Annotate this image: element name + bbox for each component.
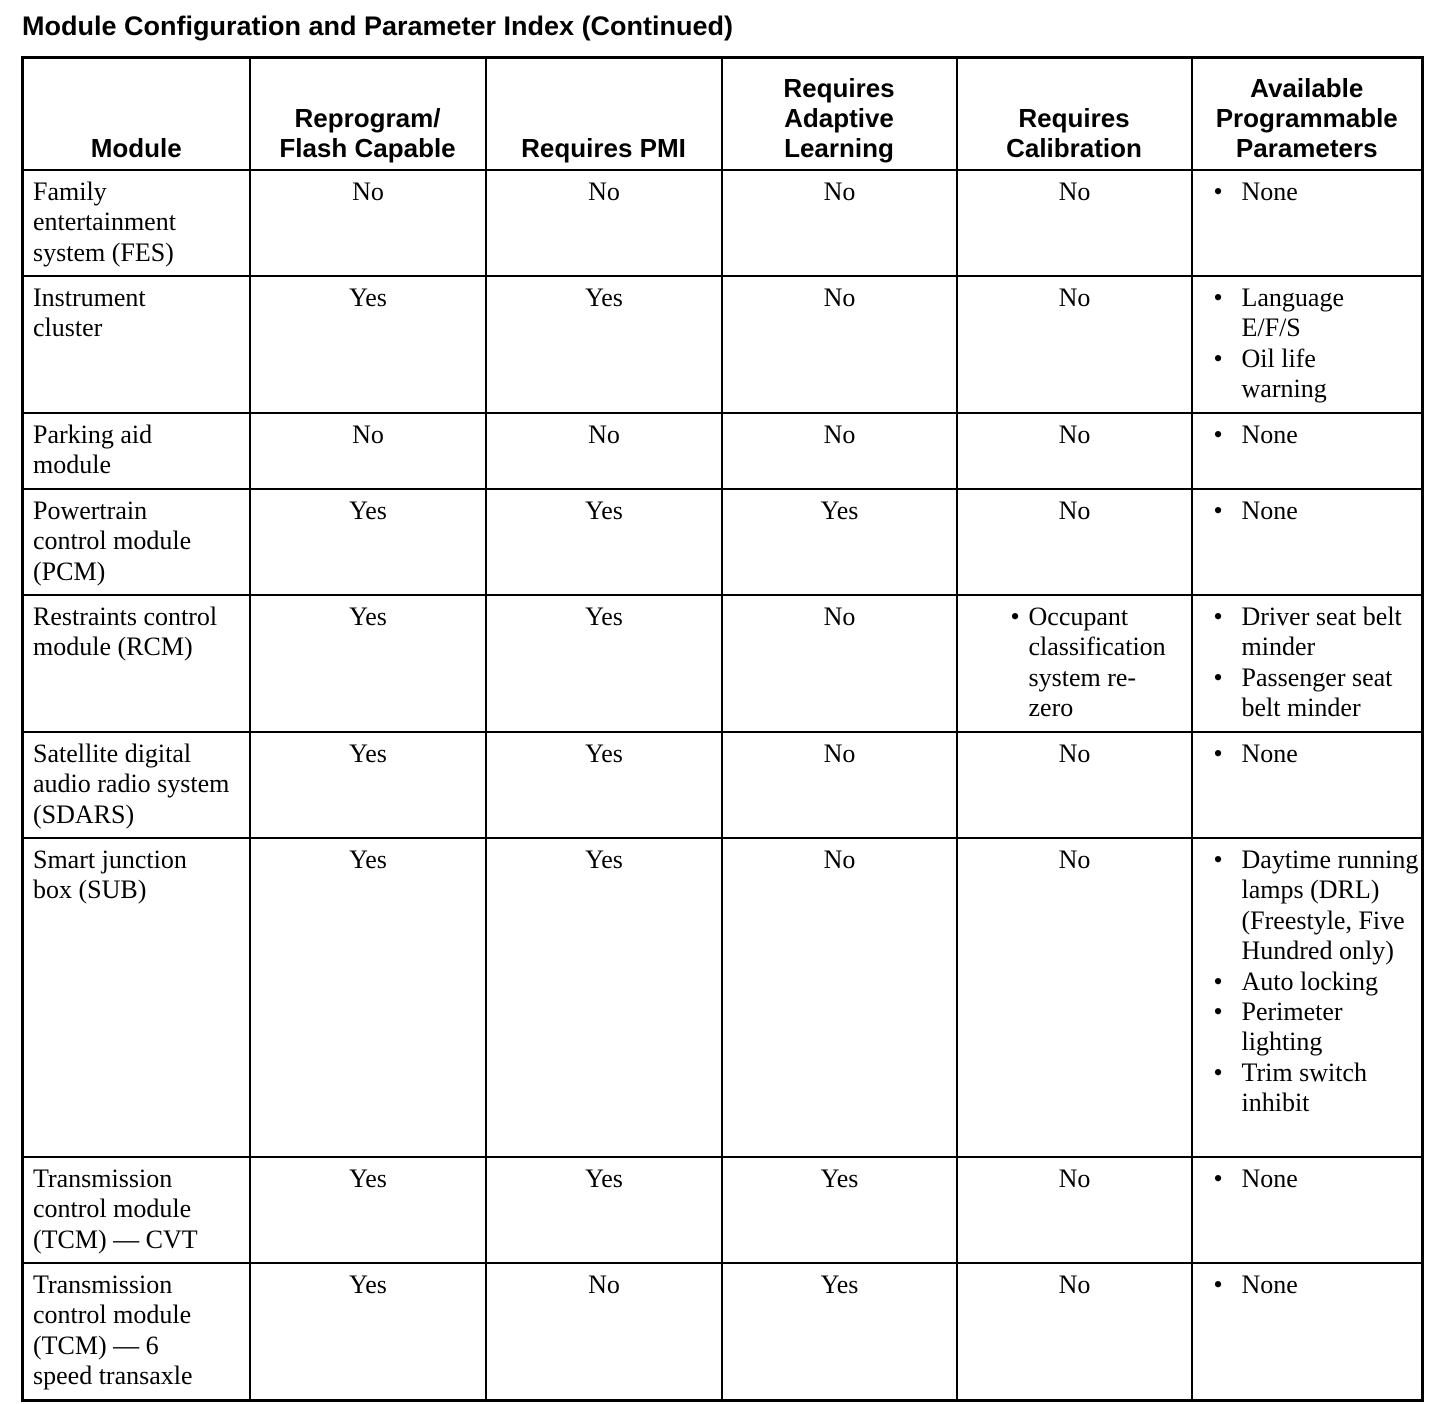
table-row	[23, 838, 1423, 1157]
parameter-item: • Perimeter lighting	[1202, 997, 1414, 1058]
module-cell: Smart junction box (SUB)	[23, 838, 250, 1157]
calibration-cell: No	[957, 732, 1192, 838]
header-module: Module	[23, 58, 250, 171]
header-calibration: Requires Calibration	[957, 58, 1192, 171]
adaptive-cell: No	[722, 838, 957, 1157]
calibration-cell: No	[957, 276, 1192, 413]
pmi-cell: Yes	[486, 838, 722, 1157]
parameter-item: • Driver seat belt minder	[1202, 602, 1414, 663]
page-title: Module Configuration and Parameter Index (Continued)	[22, 11, 734, 41]
reprogram-cell: Yes	[250, 595, 486, 732]
parameter-item: • Auto locking	[1202, 967, 1414, 997]
parameters-cell	[1192, 413, 1423, 489]
adaptive-cell: No	[722, 732, 957, 838]
adaptive-cell: Yes	[722, 1263, 957, 1401]
pmi-cell: No	[486, 170, 722, 276]
module-cell: Restraints control module (RCM)	[23, 595, 250, 732]
parameters-cell	[1192, 595, 1423, 732]
pmi-cell: Yes	[486, 732, 722, 838]
parameter-item: • None	[1202, 420, 1414, 450]
calibration-cell: No	[957, 1157, 1192, 1263]
module-parameter-table	[21, 56, 1424, 1402]
table-row	[23, 413, 1423, 489]
reprogram-cell: No	[250, 413, 486, 489]
parameters-cell	[1192, 1157, 1423, 1263]
table-row	[23, 276, 1423, 413]
reprogram-cell: Yes	[250, 1263, 486, 1401]
parameter-item: • Oil life warning	[1202, 344, 1414, 405]
parameter-item: • Daytime running lamps (DRL) (Freestyle, Five Hundred only)	[1202, 845, 1414, 967]
module-cell: Transmission control module (TCM) — 6 speed transaxle	[23, 1263, 250, 1401]
module-cell: Instrument cluster	[23, 276, 250, 413]
adaptive-cell: No	[722, 595, 957, 732]
module-cell: Transmission control module (TCM) — CVT	[23, 1157, 250, 1263]
header-reprogram: Reprogram/ Flash Capable	[250, 58, 486, 171]
calibration-cell: No	[957, 170, 1192, 276]
adaptive-cell: No	[722, 276, 957, 413]
adaptive-cell: Yes	[722, 489, 957, 595]
adaptive-cell: No	[722, 413, 957, 489]
parameters-cell	[1192, 732, 1423, 838]
pmi-cell: Yes	[486, 489, 722, 595]
parameter-item: • None	[1202, 1164, 1414, 1194]
parameter-item: • None	[1202, 496, 1414, 526]
parameters-cell	[1192, 489, 1423, 595]
parameters-cell	[1192, 1263, 1423, 1401]
header-pmi: Requires PMI	[486, 58, 722, 171]
parameter-item: • None	[1202, 177, 1414, 207]
module-cell: Parking aid module	[23, 413, 250, 489]
table-row	[23, 1157, 1423, 1263]
reprogram-cell: Yes	[250, 489, 486, 595]
adaptive-cell: No	[722, 170, 957, 276]
reprogram-cell: Yes	[250, 838, 486, 1157]
reprogram-cell: No	[250, 170, 486, 276]
calibration-item: • Occupant classification system re-zero	[967, 602, 1183, 724]
table-row	[23, 1263, 1423, 1401]
pmi-cell: No	[486, 1263, 722, 1401]
header-parameters: Available Programmable Parameters	[1192, 58, 1423, 171]
parameter-item: • Passenger seat belt minder	[1202, 663, 1414, 724]
reprogram-cell: Yes	[250, 1157, 486, 1263]
module-cell: Family entertainment system (FES)	[23, 170, 250, 276]
table-row	[23, 595, 1423, 732]
parameter-item: • None	[1202, 1270, 1414, 1300]
pmi-cell: Yes	[486, 1157, 722, 1263]
calibration-cell: No	[957, 413, 1192, 489]
table-row	[23, 170, 1423, 276]
parameter-item: • Trim switch inhibit	[1202, 1058, 1414, 1119]
parameters-cell	[1192, 170, 1423, 276]
pmi-cell: No	[486, 413, 722, 489]
module-cell: Powertrain control module (PCM)	[23, 489, 250, 595]
table-row	[23, 489, 1423, 595]
header-row	[23, 58, 1423, 171]
reprogram-cell: Yes	[250, 732, 486, 838]
pmi-cell: Yes	[486, 276, 722, 413]
calibration-cell: No	[957, 838, 1192, 1157]
calibration-cell: No	[957, 489, 1192, 595]
module-cell: Satellite digital audio radio system (SDARS)	[23, 732, 250, 838]
calibration-cell	[957, 595, 1192, 732]
parameters-cell	[1192, 276, 1423, 413]
parameter-item: • Language E/F/S	[1202, 283, 1414, 344]
pmi-cell: Yes	[486, 595, 722, 732]
calibration-cell: No	[957, 1263, 1192, 1401]
reprogram-cell: Yes	[250, 276, 486, 413]
table-row	[23, 732, 1423, 838]
adaptive-cell: Yes	[722, 1157, 957, 1263]
parameters-cell	[1192, 838, 1423, 1157]
parameter-item: • None	[1202, 739, 1414, 769]
header-adaptive: Requires Adaptive Learning	[722, 58, 957, 171]
